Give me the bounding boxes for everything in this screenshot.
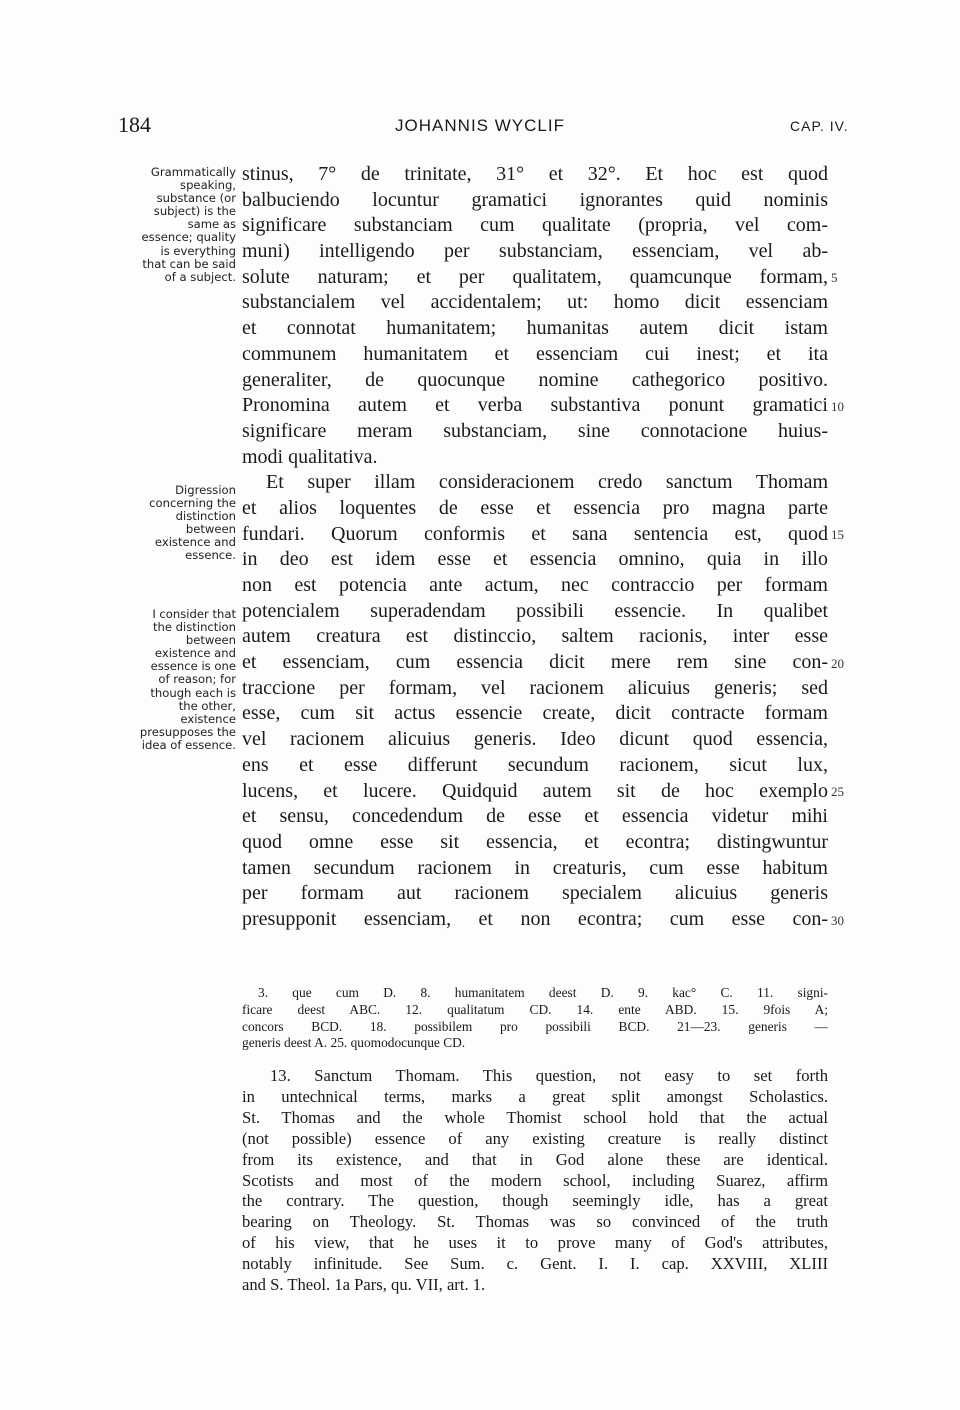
sidenote-grammatical	[112, 166, 236, 284]
sidenote-line: subject) is the	[153, 204, 236, 219]
sidenote-line: distinction	[175, 509, 236, 524]
text-line: balbuciendo locuntur gramatici ignorantes quid nominis	[242, 188, 828, 211]
text-line: communem humanitatem et essenciam cui inest; et ita	[242, 342, 828, 365]
text-line: et connotat humanitatem; humanitas autem dicit istam	[242, 317, 828, 340]
line-number: 30	[831, 913, 844, 928]
note-line: St. Thomas and the whole Thomist school hold that the actual	[242, 1107, 828, 1127]
sidenote-line: essence.	[185, 548, 236, 563]
variant-line: generis deest A. 25. quomodocunque CD.	[242, 1035, 466, 1051]
chapter-label: CAP. IV.	[790, 118, 849, 134]
textual-variants	[242, 985, 828, 1052]
sidenote-line: speaking,	[180, 178, 236, 193]
commentary-note	[242, 1066, 828, 1296]
text-line: significare substanciam cum qualitate (propria, vel com-	[242, 214, 828, 237]
line-number: 20	[831, 656, 844, 671]
sidenote-distinction	[112, 608, 236, 752]
text-line: stinus, 7° de trinitate, 31° et 32°. Et hoc est quod	[242, 163, 828, 185]
text-line: lucens, et lucere. Quidquid autem sit de hoc exemplo	[242, 779, 828, 802]
text-line: tamen secundum racionem in creaturis, cum esse habitum	[242, 856, 828, 879]
text-line: significare meram substanciam, sine connotacione huius-	[242, 419, 828, 442]
note-line: the contrary. The question, though seemingly idle, has a great	[242, 1191, 828, 1211]
note-line: notably infinitude. See Sum. c. Gent. I. I. cap. XXVIII, XLIII	[242, 1254, 828, 1274]
sidenote-line: between	[185, 633, 236, 648]
variant-line: ficare deest ABC. 12. qualitatum CD. 14. ente ABD. 15. 9fois A;	[242, 1001, 828, 1017]
note-line: Scotists and most of the modern school, including Suarez, affirm	[242, 1170, 828, 1190]
note-line: of his view, that he uses it to prove many of God's attributes,	[242, 1233, 828, 1253]
text-line: fundari. Quorum conformis et sana sentencia est, quod	[242, 522, 828, 545]
text-line: presupponit essenciam, et non econtra; cum esse con-	[242, 907, 828, 930]
line-number: 5	[831, 270, 838, 285]
sidenote-line: that can be said	[142, 256, 236, 271]
line-number: 15	[831, 527, 844, 542]
text-line: solute naturam; et per qualitatem, quamcunque formam,	[242, 265, 828, 288]
text-line: autem creatura est distinccio, saltem racionis, inter esse	[242, 625, 828, 648]
sidenote-line: essence is one	[150, 659, 236, 674]
note-line: 13. Sanctum Thomam. This question, not easy to set forth	[270, 1066, 828, 1085]
sidenote-line: though each is	[150, 685, 236, 700]
page-number: 184	[118, 112, 151, 137]
text-line: muni) intelligendo per substanciam, essenciam, vel ab-	[242, 240, 828, 263]
sidenote-line: of reason; for	[158, 672, 236, 687]
text-line: ens et esse differunt secundum racionem, sicut lux,	[242, 753, 828, 776]
note-line: bearing on Theology. St. Thomas was so convinced of the truth	[242, 1212, 828, 1232]
sidenote-line: same as	[187, 217, 236, 232]
sidenote-line: concerning the	[149, 496, 236, 511]
text-line: et essenciam, cum essencia dicit mere rem sine con-	[242, 651, 828, 674]
variant-line: 3. que cum D. 8. humanitatem deest D. 9. kac° C. 11. signi-	[258, 985, 828, 1000]
sidenote-line: existence	[180, 711, 236, 726]
sidenote-line: presupposes the	[139, 724, 236, 739]
text-line: non est potencia ante actum, nec contraccio per formam	[242, 574, 828, 596]
sidenote-line: Grammatically	[150, 165, 236, 179]
running-title: JOHANNIS WYCLIF	[395, 116, 565, 135]
note-line: (not possible) essence of any existing creature is really distinct	[242, 1128, 828, 1148]
sidenote-line: essence; quality	[141, 230, 236, 245]
text-line: quod omne esse sit essencia, et econtra; distingwuntur	[242, 830, 828, 853]
main-text	[242, 162, 828, 933]
sidenote-line: is everything	[160, 243, 236, 258]
sidenote-line: idea of essence.	[141, 737, 236, 752]
note-line: in untechnical terms, marks a great split amongst Scholastics.	[242, 1086, 828, 1106]
sidenote-digression	[112, 484, 236, 563]
line-number: 25	[831, 784, 844, 799]
sidenote-line: the distinction	[152, 620, 236, 635]
text-line: vel racionem alicuius generis. Ideo dicunt quod essencia,	[242, 728, 828, 751]
note-line: from its existence, and that in God alone these are identical.	[242, 1149, 828, 1169]
text-line: per formam aut racionem specialem alicuius generis	[242, 882, 828, 905]
sidenote-line: I consider that	[152, 607, 236, 621]
text-line: Pronomina autem et verba substantiva ponunt gramatici	[242, 394, 828, 417]
text-line: traccione per formam, vel racionem alicuius generis; sed	[242, 676, 828, 699]
text-line: substancialem vel accidentalem; ut: homo dicit essenciam	[242, 291, 828, 314]
sidenote-line: substance (or	[156, 191, 236, 206]
text-line: et alios loquentes de esse et essencia pro magna parte	[242, 496, 828, 519]
line-number: 10	[831, 399, 844, 414]
text-line: esse, cum sit actus essencie create, dicit contracte formam	[242, 702, 828, 725]
sidenote-line: of a subject.	[164, 269, 236, 284]
sidenote-line: existence and	[154, 535, 236, 550]
sidenote-line: Digression	[175, 483, 236, 497]
sidenote-line: existence and	[154, 646, 236, 661]
text-line: potencialem superadendam possibili essencie. In qualibet	[242, 599, 828, 622]
variant-line: concors BCD. 18. possibilem pro possibili BCD. 21—23. generis —	[242, 1018, 828, 1034]
text-line: Et super illam consideracionem credo sanctum Thomam	[266, 471, 828, 494]
text-line: generaliter, de quocunque nomine cathegorico positivo.	[242, 368, 828, 391]
text-line: modi qualitativa.	[242, 445, 378, 468]
sidenote-line: between	[185, 522, 236, 537]
text-line: et sensu, concedendum de esse et essencia videtur mihi	[242, 805, 828, 828]
sidenote-line: the other,	[178, 698, 236, 713]
note-line: and S. Theol. 1a Pars, qu. VII, art. 1.	[242, 1275, 486, 1295]
text-line: in deo est idem esse et essencia omnino, quia in illo	[242, 548, 828, 571]
